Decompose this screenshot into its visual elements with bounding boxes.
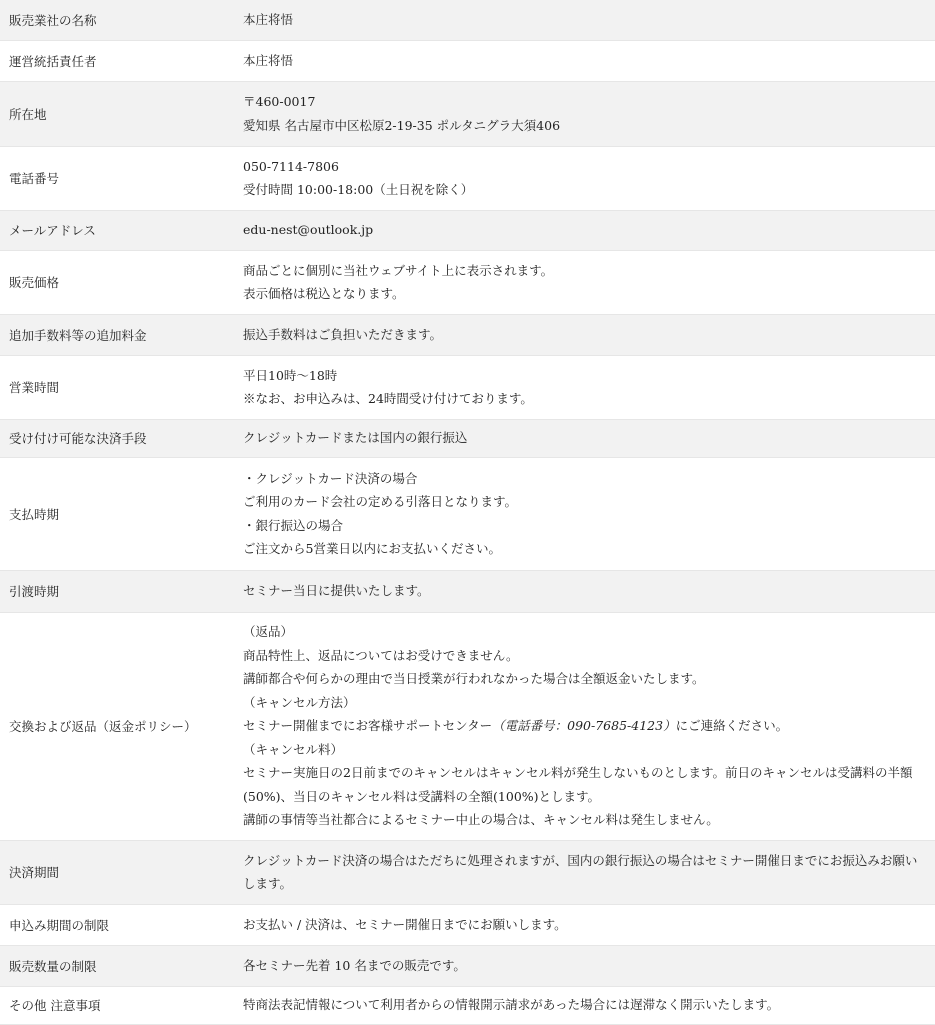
value-line: 各セミナー先着 10 名までの販売です。 — [243, 957, 466, 973]
row-value — [233, 210, 935, 250]
table-row-return-policy — [0, 612, 935, 840]
row-label: 申込み期間の制限 — [0, 904, 233, 945]
phone-hours: 受付時間 10:00-18:00（土日祝を除く） — [243, 182, 474, 197]
value-line: 特商法表記情報について利用者からの情報開示請求があった場合には遅滞なく開示いたします。 — [243, 997, 780, 1013]
row-value — [233, 250, 935, 314]
row-value — [233, 612, 935, 840]
cancel-contact-line — [243, 714, 927, 738]
table-row-business-hours — [0, 355, 935, 419]
table-row-other-notes — [0, 986, 935, 1024]
table-row-application-limit — [0, 904, 935, 945]
row-value — [233, 945, 935, 986]
table-row-seller-name — [0, 0, 935, 40]
row-label: 運営統括責任者 — [0, 40, 233, 81]
value-line: クレジットカード決済の場合はただちに処理されますが、国内の銀行振込の場合はセミナー開催日までにお振込みお願いします。 — [243, 852, 918, 891]
row-label: 追加手数料等の追加料金 — [0, 314, 233, 355]
value-line: ご利用のカード会社の定める引落日となります。 — [243, 494, 518, 509]
value-line: 商品特性上、返品についてはお受けできません。 — [243, 647, 519, 663]
postal-code: 〒460-0017 — [243, 94, 316, 109]
value-line: 商品ごとに個別に当社ウェブサイト上に表示されます。 — [243, 262, 554, 278]
value-line: お支払い / 決済は、セミナー開催日までにお願いします。 — [243, 916, 567, 932]
row-value — [233, 986, 935, 1024]
row-value — [233, 40, 935, 81]
table-row-payment-timing — [0, 457, 935, 570]
value-line: ご注文から5営業日以内にお支払いください。 — [243, 541, 501, 556]
value-line: 本庄将悟 — [243, 12, 294, 27]
row-label: 販売業社の名称 — [0, 0, 233, 40]
row-label: 販売価格 — [0, 250, 233, 314]
row-label: 受け付け可能な決済手段 — [0, 419, 233, 457]
value-line: 講師の事情等当社都合によるセミナー中止の場合は、キャンセル料は発生しません。 — [243, 812, 719, 828]
row-label: メールアドレス — [0, 210, 233, 250]
table-row-quantity-limit — [0, 945, 935, 986]
row-value — [233, 0, 935, 40]
row-value — [233, 840, 935, 904]
row-value — [233, 314, 935, 355]
row-value — [233, 570, 935, 612]
value-line: （返品） — [243, 624, 294, 640]
row-label: 販売数量の制限 — [0, 945, 233, 986]
value-text: セミナー開催までにお客様サポートセンター — [243, 718, 493, 734]
value-line: ・クレジットカード決済の場合 — [243, 470, 418, 486]
value-line: 表示価格は税込となります。 — [243, 286, 405, 301]
value-line: 本庄将悟 — [243, 52, 294, 68]
cancel-phone-note: （電話番号：090-7685-4123） — [492, 718, 676, 734]
row-label: 所在地 — [0, 81, 233, 146]
phone-number: 050-7114-7806 — [243, 158, 339, 174]
table-row-payment-period — [0, 840, 935, 904]
value-line: （キャンセル方法） — [243, 694, 356, 710]
value-line: セミナー実施日の2日前までのキャンセルはキャンセル料が発生しないものとします。前日のキャンセルは受講料の半額(50%)、当日のキャンセル料は受講料の全額(100%)とします。 — [243, 765, 913, 804]
table-row-price — [0, 250, 935, 314]
value-line: ※なお、お申込みは、24時間受け付けております。 — [243, 391, 533, 406]
value-line: クレジットカードまたは国内の銀行振込 — [243, 430, 468, 446]
table-row-phone — [0, 146, 935, 210]
row-label: 支払時期 — [0, 457, 233, 570]
row-label: 営業時間 — [0, 355, 233, 419]
row-label: その他 注意事項 — [0, 986, 233, 1024]
table-row-manager — [0, 40, 935, 81]
value-line: ・銀行振込の場合 — [243, 517, 344, 533]
value-line: 講師都合や何らかの理由で当日授業が行われなかった場合は全額返金いたします。 — [243, 671, 705, 687]
row-label: 決済期間 — [0, 840, 233, 904]
street-address: 愛知県 名古屋市中区松原2-19-35 ポルタニグラ大須406 — [243, 117, 561, 133]
value-line: （キャンセル料） — [243, 741, 344, 757]
table-row-address — [0, 81, 935, 146]
row-value — [233, 419, 935, 457]
row-value — [233, 457, 935, 570]
row-label: 電話番号 — [0, 146, 233, 210]
row-value — [233, 355, 935, 419]
row-label: 引渡時期 — [0, 570, 233, 612]
value-line: セミナー当日に提供いたします。 — [243, 583, 430, 599]
table-row-payment-methods — [0, 419, 935, 457]
table-row-delivery-timing — [0, 570, 935, 612]
value-line: 振込手数料はご負担いただきます。 — [243, 326, 443, 342]
row-value — [233, 146, 935, 210]
email-address: edu-nest@outlook.jp — [243, 222, 374, 238]
table-row-email — [0, 210, 935, 250]
table-row-extra-fees — [0, 314, 935, 355]
row-value — [233, 904, 935, 945]
value-text: にご連絡ください。 — [675, 718, 789, 734]
row-value — [233, 81, 935, 146]
value-line: 平日10時～18時 — [243, 367, 338, 383]
row-label: 交換および返品（返金ポリシー） — [0, 612, 233, 840]
